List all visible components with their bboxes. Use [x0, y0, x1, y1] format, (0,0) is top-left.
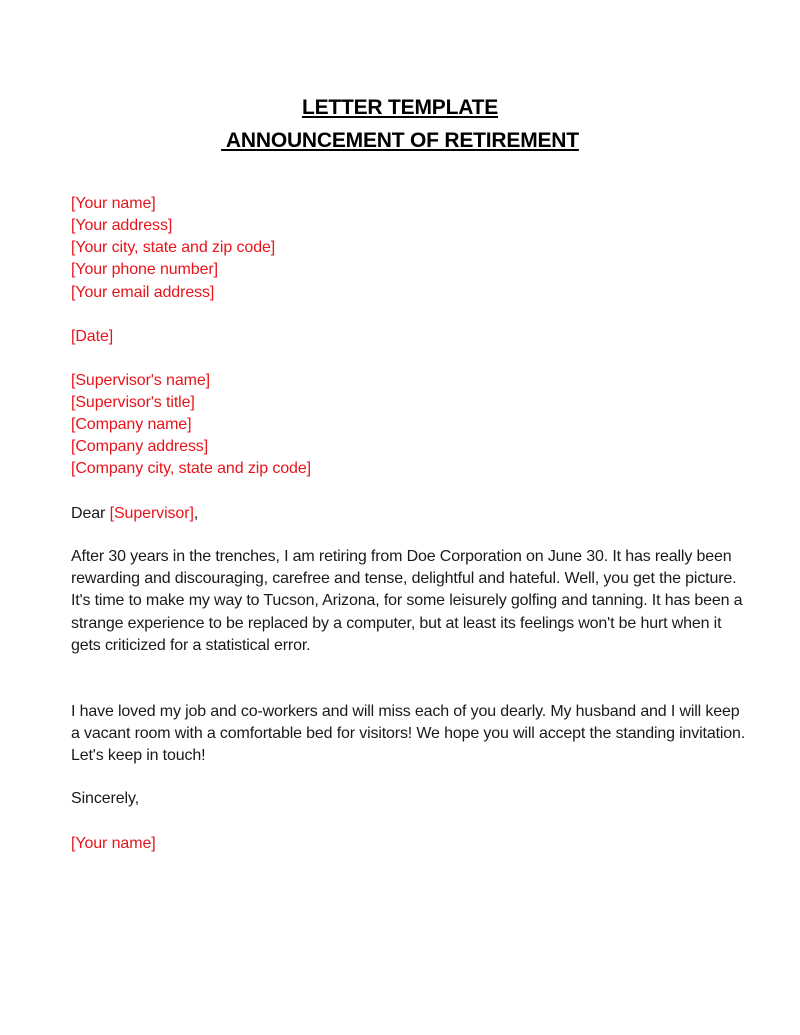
date: [Date] — [71, 328, 114, 345]
document-title: LETTER TEMPLATE — [301, 96, 499, 119]
sender-name: [Your name] — [71, 195, 156, 212]
recipient-name: [Supervisor's name] — [71, 372, 210, 389]
company-address: [Company address] — [71, 438, 209, 455]
sender-email: [Your email address] — [71, 284, 215, 301]
company-city: [Company city, state and zip code] — [71, 460, 311, 477]
sender-city: [Your city, state and zip code] — [71, 239, 276, 256]
salutation-suffix: , — [193, 505, 199, 522]
signature: [Your name] — [71, 835, 156, 852]
sender-address: [Your address] — [71, 217, 173, 234]
body-paragraph-2: I have loved my job and co-workers and will miss each of you dearly. My husband and I will keep a vacant room with a comfortable bed for visitors! We hope you will accept the standing invitation. Let's keep in touch! — [71, 703, 746, 765]
document-subtitle: ANNOUNCEMENT OF RETIREMENT — [221, 129, 579, 152]
sender-phone: [Your phone number] — [71, 261, 218, 278]
salutation-prefix: Dear — [71, 505, 110, 522]
body-paragraph-1: After 30 years in the trenches, I am retiring from Doe Corporation on June 30. It has really been rewarding and discouraging, carefree and tense, delightful and hateful. Well, you get the picture. It's time to make my way to Tucson, Arizona, for some leisurely golfing and tanning. It has been a strange experience to be replaced by a computer, but at least its feelings won't be hurt when it gets criticized for a statistical error. — [71, 548, 743, 654]
salutation — [71, 505, 198, 523]
recipient-title: [Supervisor's title] — [71, 394, 195, 411]
company-name: [Company name] — [71, 416, 192, 433]
salutation-name: [Supervisor] — [109, 505, 194, 522]
closing: Sincerely, — [71, 790, 140, 807]
